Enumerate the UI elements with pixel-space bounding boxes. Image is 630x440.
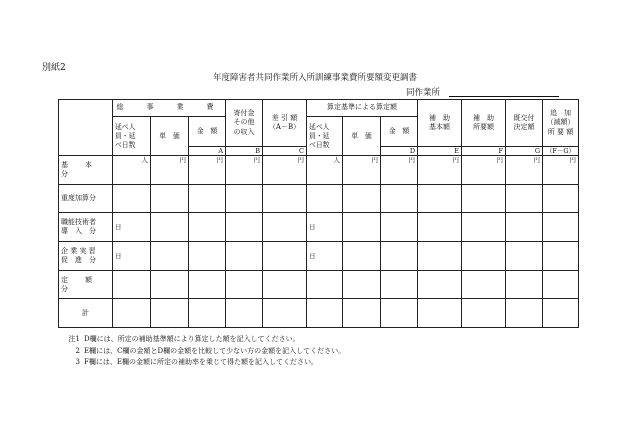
day-unit: 日 (115, 223, 122, 232)
table-cell[interactable] (226, 299, 263, 328)
col-code-c: C (263, 147, 307, 156)
table-cell[interactable] (381, 299, 418, 328)
table-cell[interactable] (343, 271, 381, 299)
header-deduction-text: 差 引 額 （A－B） (268, 113, 301, 131)
note-text: F欄には、E欄の金額に所定の補助率を乗じて得た額を記入してください。 (84, 358, 318, 366)
note-item (64, 346, 345, 358)
unit-yen-5: 円 (343, 156, 381, 185)
row-label-tech (59, 213, 113, 242)
header-additional (543, 100, 579, 147)
table-cell[interactable] (381, 185, 418, 213)
table-cell[interactable] (151, 213, 189, 242)
table-cell[interactable] (226, 242, 263, 271)
subheader-amount-2: 金 額 (381, 117, 418, 147)
day-unit: 日 (309, 223, 316, 232)
table-cell[interactable] (506, 242, 543, 271)
budget-change-table (58, 99, 579, 328)
table-cell[interactable] (543, 213, 579, 242)
table-cell[interactable] (226, 185, 263, 213)
table-cell[interactable] (462, 271, 506, 299)
note-item (64, 357, 345, 369)
header-calc-basis: 算定基準による算定額 (307, 100, 418, 117)
table-cell[interactable] (381, 242, 418, 271)
table-cell[interactable] (506, 271, 543, 299)
col-code-b: B (226, 147, 263, 156)
subheader-amount: 金 額 (189, 117, 226, 147)
table-cell[interactable] (418, 185, 462, 213)
table-cell[interactable] (151, 185, 189, 213)
notes (64, 334, 345, 369)
unit-yen-8: 円 (462, 156, 506, 185)
table-cell[interactable] (189, 185, 226, 213)
col-code-f: F (462, 147, 506, 156)
header-subsidy-required (462, 100, 506, 147)
col-code-d: D (381, 147, 418, 156)
header-donation (226, 100, 263, 147)
header-total-cost: 総 事 業 費 (113, 100, 226, 117)
table-cell[interactable] (381, 271, 418, 299)
header-deduction (263, 100, 307, 147)
table-cell[interactable] (189, 213, 226, 242)
table-cell[interactable] (418, 213, 462, 242)
row-label-training-text: 企 業 実 習 促 進 分 (61, 247, 96, 265)
note-number: 3 (75, 358, 80, 366)
unit-yen-1: 円 (151, 156, 189, 185)
table-cell[interactable] (189, 271, 226, 299)
table-cell[interactable] (226, 271, 263, 299)
note-item (64, 334, 345, 346)
table-cell[interactable] (343, 299, 381, 328)
day-unit: 日 (115, 252, 122, 261)
unit-persons: 人 (113, 156, 151, 185)
header-already-decided-text: 既交付 決定額 (513, 113, 535, 131)
subheader-persons (113, 117, 151, 156)
table-cell[interactable] (113, 299, 151, 328)
header-subsidy-required-text: 補 助 所要額 (473, 113, 495, 131)
table-cell[interactable] (506, 185, 543, 213)
table-cell-days[interactable] (113, 242, 151, 271)
table-cell[interactable] (543, 185, 579, 213)
col-code-a: A (189, 147, 226, 156)
unit-yen-6: 円 (381, 156, 418, 185)
col-code-fg: （F－G） (543, 147, 579, 156)
table-cell[interactable] (263, 271, 307, 299)
table-cell[interactable] (343, 242, 381, 271)
table-cell[interactable] (462, 185, 506, 213)
unit-yen-3: 円 (226, 156, 263, 185)
subheader-persons-text: 延べ人 員・延 べ日数 (115, 122, 136, 149)
table-cell[interactable] (189, 242, 226, 271)
table-cell[interactable] (418, 242, 462, 271)
table-cell[interactable] (263, 213, 307, 242)
row-label-total: 計 (59, 299, 113, 328)
table-cell[interactable] (189, 299, 226, 328)
table-cell[interactable] (151, 299, 189, 328)
table-cell[interactable] (263, 299, 307, 328)
facility-label: 同作業所 (406, 88, 441, 98)
note-text: D欄には、所定の補助基準額により算定した額を記入してください。 (84, 335, 300, 343)
row-label-tech-text: 職能技術者 導 入 分 (61, 218, 96, 236)
table-cell-days[interactable] (307, 242, 343, 271)
header-already-decided (506, 100, 543, 147)
row-label-severe: 重度加算分 (59, 185, 113, 213)
table-cell[interactable] (307, 185, 343, 213)
document-title: 年度障害者共同作業所入所訓練事業費所要額変更調書 (212, 73, 417, 83)
table-cell[interactable] (151, 271, 189, 299)
table-cell[interactable] (343, 185, 381, 213)
document-label: 別紙2 (42, 63, 66, 73)
table-cell[interactable] (263, 242, 307, 271)
table-cell[interactable] (543, 271, 579, 299)
table-cell[interactable] (462, 213, 506, 242)
row-label-basic: 基 本 分 (59, 156, 113, 185)
unit-persons-2: 人 (307, 156, 343, 185)
table-cell[interactable] (263, 185, 307, 213)
unit-yen-4: 円 (263, 156, 307, 185)
subheader-unit-price: 単 価 (151, 117, 189, 156)
note-number: 注1 (68, 335, 80, 343)
table-cell[interactable] (113, 271, 151, 299)
table-cell[interactable] (343, 213, 381, 242)
table-cell[interactable] (418, 299, 462, 328)
col-code-e: E (418, 147, 462, 156)
table-cell[interactable] (462, 299, 506, 328)
note-number: 2 (75, 346, 80, 355)
subheader-unit-price-2: 単 価 (343, 117, 381, 156)
day-unit: 日 (309, 252, 316, 261)
table-cell[interactable] (151, 242, 189, 271)
table-cell-days[interactable] (113, 213, 151, 242)
row-label-fixed: 定 額 分 (59, 271, 113, 299)
row-label-training (59, 242, 113, 271)
header-subsidy-base-text: 補 助 基本額 (429, 113, 451, 131)
header-subsidy-base (418, 100, 462, 147)
table-cell[interactable] (381, 213, 418, 242)
unit-yen-9: 円 (506, 156, 543, 185)
table-cell[interactable] (307, 299, 343, 328)
facility-name-field[interactable] (449, 96, 559, 97)
subheader-persons-2-text: 延べ人 員・延 べ日数 (309, 122, 330, 149)
unit-yen-7: 円 (418, 156, 462, 185)
unit-yen-2: 円 (189, 156, 226, 185)
table-cell[interactable] (543, 242, 579, 271)
header-blank (59, 100, 113, 156)
table-cell[interactable] (462, 242, 506, 271)
table-cell[interactable] (506, 213, 543, 242)
note-text: E欄には、C欄の金額とD欄の金額を比較して少ない方の金額を記入してください。 (84, 346, 346, 355)
unit-yen-10: 円 (543, 156, 579, 185)
table-cell[interactable] (307, 271, 343, 299)
subheader-persons-2 (307, 117, 343, 156)
col-code-g: G (506, 147, 543, 156)
table-cell-days[interactable] (307, 213, 343, 242)
header-additional-text: 追 加 （減額） 所 要 額 (546, 109, 575, 136)
header-donation-text: 寄付金 その他 の収入 (233, 109, 255, 136)
table-cell[interactable] (418, 271, 462, 299)
table-cell[interactable] (543, 299, 579, 328)
table-cell[interactable] (113, 185, 151, 213)
table-cell[interactable] (226, 213, 263, 242)
table-cell[interactable] (506, 299, 543, 328)
